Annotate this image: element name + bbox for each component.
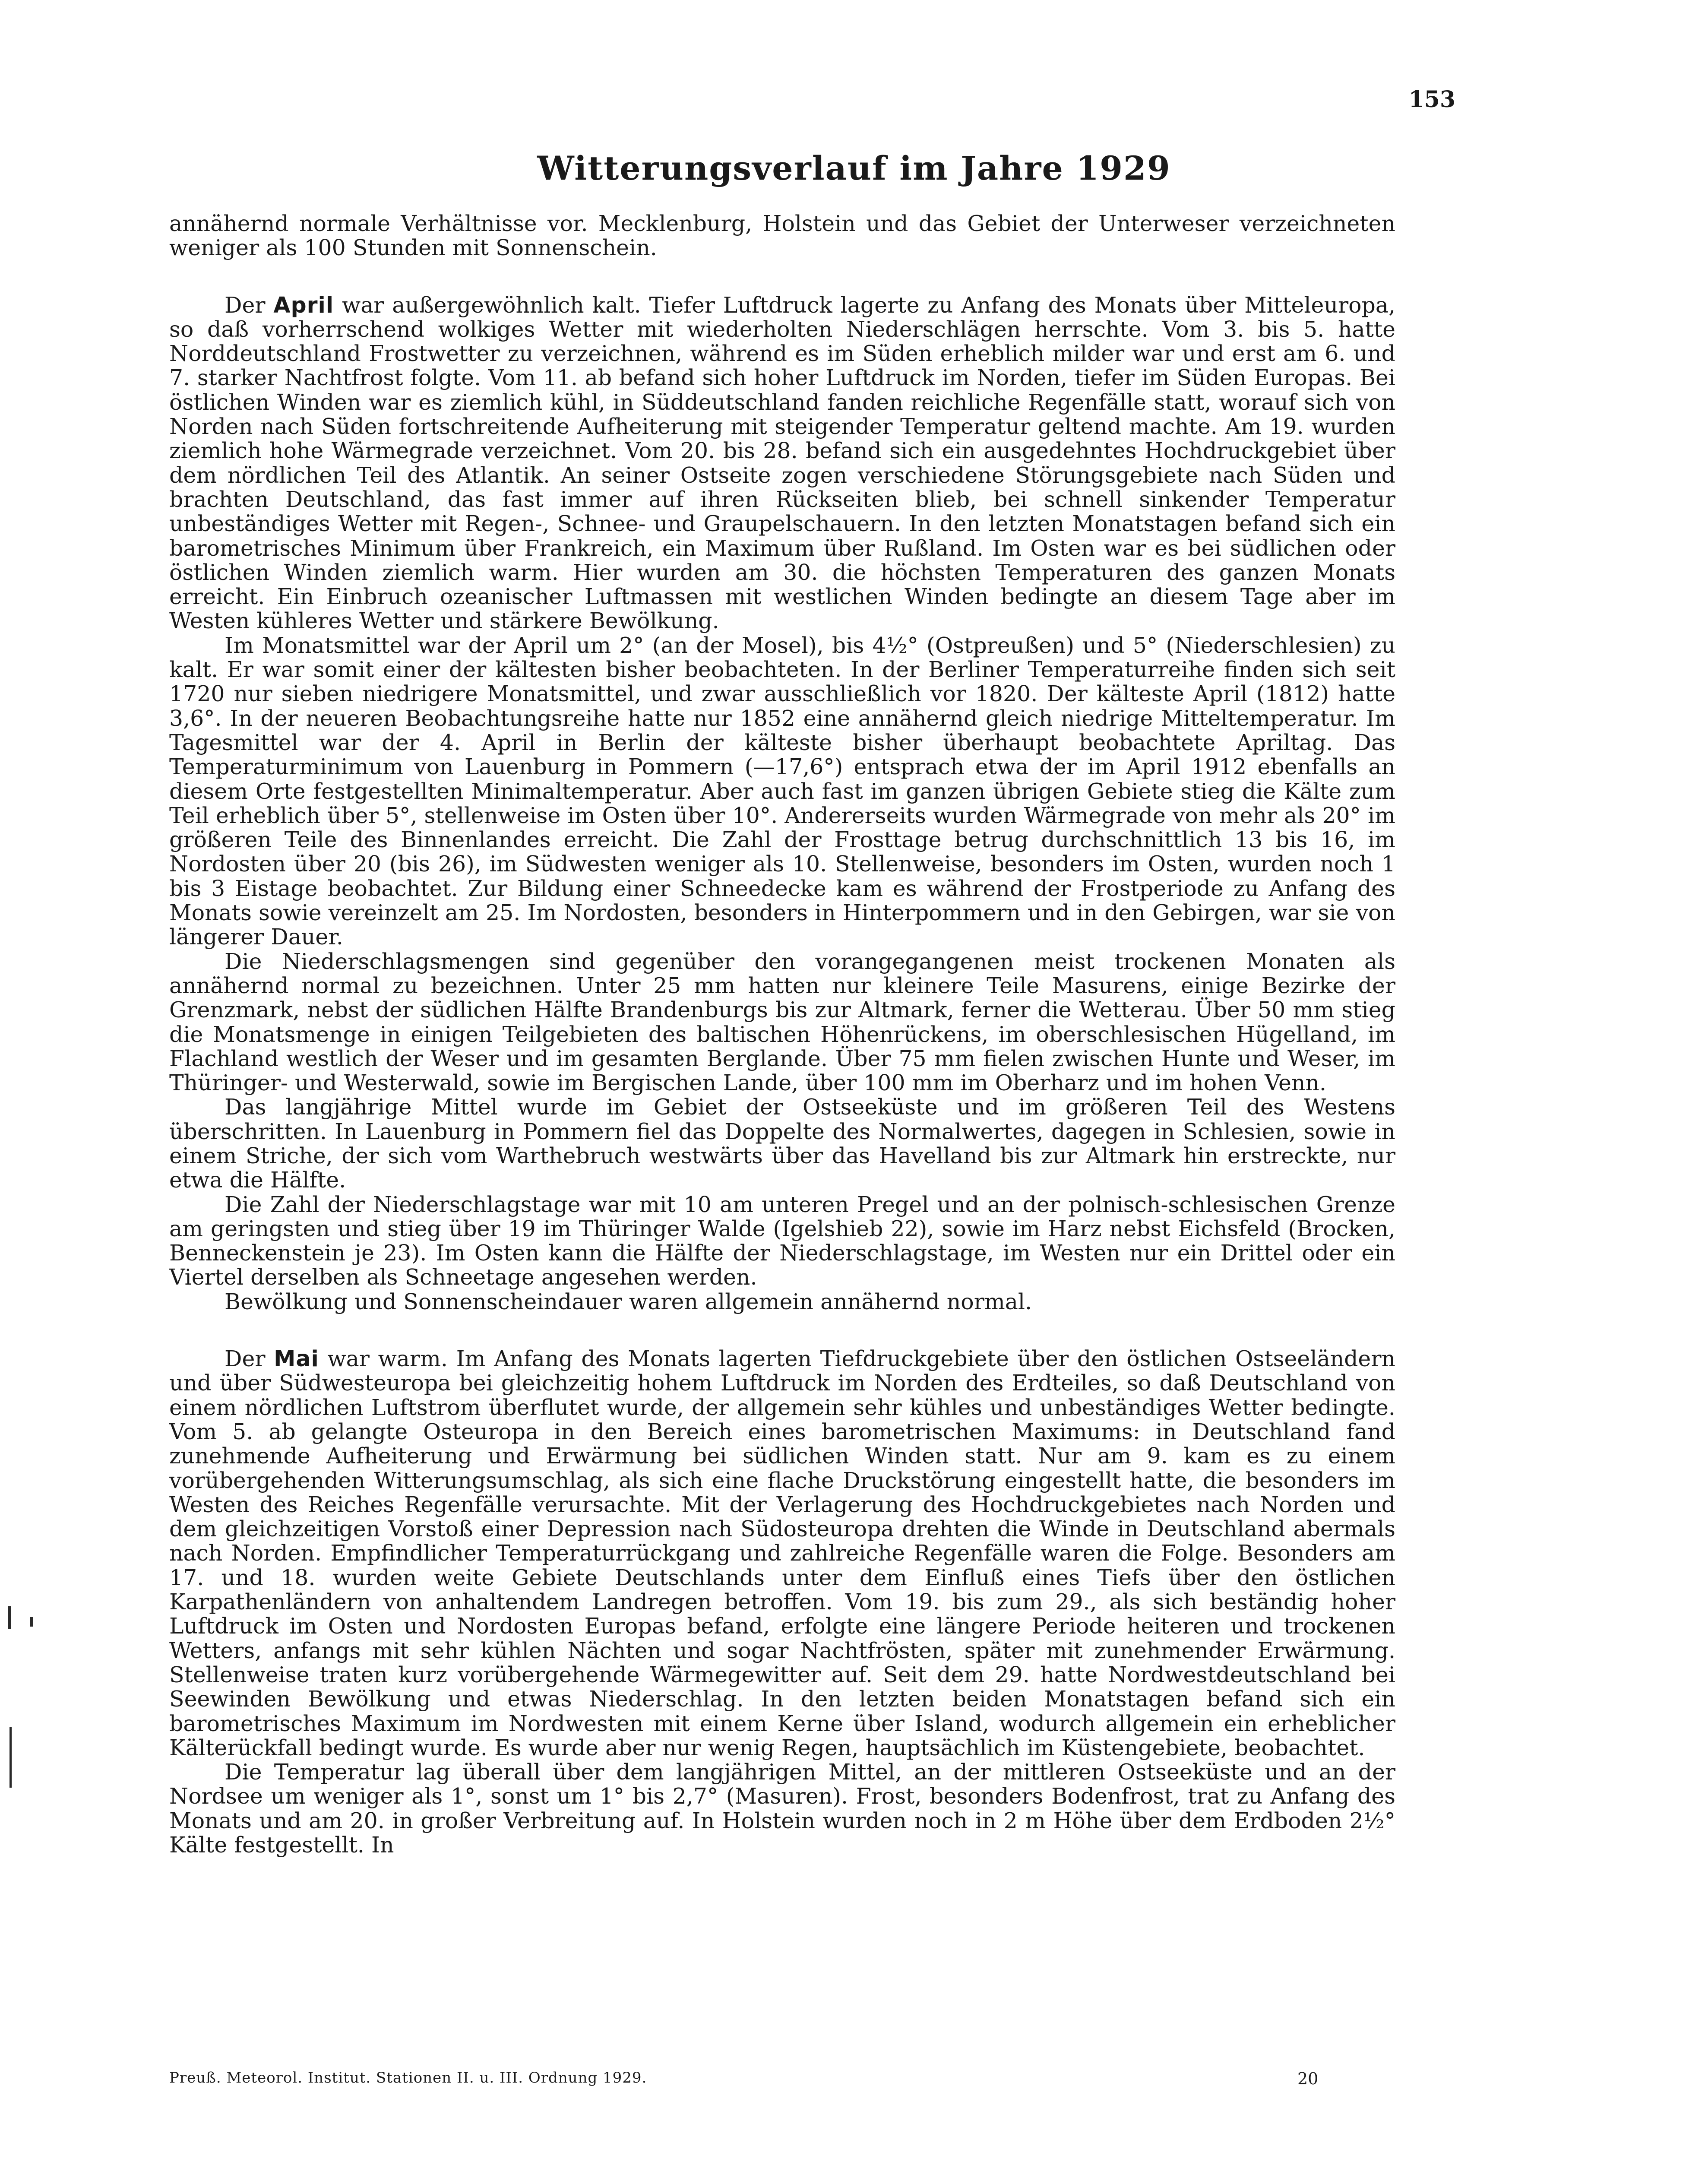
page-title: Witterungsverlauf im Jahre 1929	[537, 149, 1171, 187]
month-heading-mai: Mai	[274, 1346, 319, 1372]
continuation-paragraph: annähernd normale Verhältnisse vor. Mecklenburg, Holstein und das Gebiet der Unterweser verzeichneten weniger als 100 Stunden mit Sonnenschein.	[169, 211, 1395, 261]
mai-lead: Der	[225, 1346, 266, 1372]
scan-mark	[9, 1727, 12, 1788]
mai-paragraph-2: Die Temperatur lag überall über dem langjährigen Mittel, an der mittleren Ostseeküste und an der Nordsee um weniger als 1°, sonst um 1° bis 2,7° (Masuren). Frost, besonders Bodenfrost, trat zu Anfang des Monats und am 20. in großer Verbreitung auf. In Holstein wurden noch in 2 m Höhe über dem Erdboden 2½° Kälte festgestellt. In	[169, 1759, 1395, 1858]
mai-paragraph-1	[169, 1347, 1395, 1760]
scan-mark	[8, 1606, 11, 1629]
april-paragraph-6: Bewölkung und Sonnenscheindauer waren allgemein annähernd normal.	[225, 1288, 1032, 1314]
april-paragraph-1	[169, 293, 1395, 633]
footer-publisher: Preuß. Meteorol. Institut. Stationen II. u. III. Ordnung 1929.	[169, 2069, 647, 2086]
april-paragraph-5: Die Zahl der Niederschlagstage war mit 10 am unteren Pregel und an der polnisch-schlesischen Grenze am geringsten und stieg über 19 im Thüringer Walde (Igelshieb 22), sowie im Harz nebst Eichsfeld (Brocken, Benneckenstein je 23). Im Osten kann die Hälfte der Niederschlagstage, im Westen nur ein Drittel oder ein Viertel derselben als Schneetage angesehen werden.	[169, 1191, 1395, 1290]
page-number: 153	[1408, 86, 1455, 113]
footer-sheet-number: 20	[1297, 2069, 1319, 2088]
body-text	[169, 212, 1395, 1857]
april-paragraph-1-text: war außergewöhnlich kalt. Tiefer Luftdruck lagerte zu Anfang des Monats über Mitteleuropa, so daß vorherrschend wolkiges Wetter mit wiederholten Niederschlägen herrschte. Vom 3. bis 5. hatte Norddeutschland Frostwetter zu verzeichnen, während es im Süden erheblich milder war und erst am 6. und 7. starker Nachtfrost folgte. Vom 11. ab befand sich hoher Luftdruck im Norden, tiefer im Süden Europas. Bei östlichen Winden war es ziemlich kühl, in Süddeutschland fanden reichliche Regenfälle statt, worauf sich von Norden nach Süden fortschreitende Aufheiterung mit steigender Temperatur geltend machte. Am 19. wurden ziemlich hohe Wärmegrade verzeichnet. Vom 20. bis 28. befand sich ein ausgedehntes Hochdruckgebiet über dem nördlichen Teil des Atlantik. An seiner Ostseite zogen verschiedene Störungsgebiete nach Süden und brachten Deutschland, das fast immer auf ihren Rückseiten blieb, bei schnell sinkender Temperatur unbeständiges Wetter mit Regen-, Schnee- und Graupelschauern. In den letzten Monatstagen befand sich ein barometrisches Minimum über Frankreich, ein Maximum über Rußland. Im Osten war es bei südlichen oder östlichen Winden ziemlich warm. Hier wurden am 30. die höchsten Temperaturen des ganzen Monats erreicht. Ein Einbruch ozeanischer Luftmassen mit westlichen Winden bedingte an diesem Tage aber im Westen kühleres Wetter und stärkere Bewölkung.	[169, 292, 1396, 634]
section-gap	[169, 1314, 1395, 1347]
april-paragraph-2: Im Monatsmittel war der April um 2° (an der Mosel), bis 4½° (Ostpreußen) und 5° (Niederschlesien) zu kalt. Er war somit einer der kältesten bisher beobachteten. In der Berliner Temperaturreihe finden sich seit 1720 nur sieben niedrigere Monatsmittel, und zwar ausschließlich vor 1820. Der kälteste April (1812) hatte 3,6°. In der neueren Beobachtungsreihe hatte nur 1852 eine annähernd gleich niedrige Mitteltemperatur. Im Tagesmittel war der 4. April in Berlin der kälteste bisher überhaupt beobachtete Apriltag. Das Temperaturminimum von Lauenburg in Pommern (—17,6°) entsprach etwa der im April 1912 ebenfalls an diesem Orte festgestellten Minimaltemperatur. Aber auch fast im ganzen übrigen Gebiete stieg die Kälte zum Teil erheblich über 5°, stellenweise im Osten über 10°. Andererseits wurden Wärmegrade von mehr als 20° im größeren Teile des Binnenlandes erreicht. Die Zahl der Frosttage betrug durchschnittlich 13 bis 16, im Nordosten über 20 (bis 26), im Südwesten weniger als 10. Stellenweise, besonders im Osten, wurden noch 1 bis 3 Eistage beobachtet. Zur Bildung einer Schneedecke kam es während der Frostperiode zu Anfang des Monats sowie vereinzelt am 25. Im Nordosten, besonders in Hinterpommern und in den Gebirgen, war sie von längerer Dauer.	[169, 632, 1395, 950]
april-paragraph-3: Die Niederschlagsmengen sind gegenüber den vorangegangenen meist trockenen Monaten als annähernd normal zu bezeichnen. Unter 25 mm hatten nur kleinere Teile Masurens, einige Bezirke der Grenzmark, nebst der südlichen Hälfte Brandenburgs bis zur Altmark, ferner die Wetterau. Über 50 mm stieg die Monatsmenge in einigen Teilgebieten des baltischen Höhenrückens, im oberschlesischen Hügelland, im Flachland westlich der Weser und im gesamten Berglande. Über 75 mm fielen zwischen Hunte und Weser, im Thüringer- und Westerwald, sowie im Bergischen Lande, über 100 mm im Oberharz und im hohen Venn.	[169, 948, 1395, 1096]
month-heading-april: April	[273, 292, 334, 318]
mai-paragraph-1-text: war warm. Im Anfang des Monats lagerten Tiefdruckgebiete über den östlichen Ostseeländern und über Südwesteuropa bei gleichzeitig hohem Luftdruck im Norden des Erdteiles, so daß Deutschland von einem nördlichen Luftstrom überflutet wurde, der allgemein sehr kühles und unbeständiges Wetter bedingte. Vom 5. ab gelangte Osteuropa in den Bereich eines barometrischen Maximums: in Deutschland fand zunehmende Aufheiterung und Erwärmung bei südlichen Winden statt. Nur am 9. kam es zu einem vorübergehenden Witterungsumschlag, als sich eine flache Druckstörung eingestellt hatte, die besonders im Westen des Reiches Regenfälle verursachte. Mit der Verlagerung des Hochdruckgebietes nach Norden und dem gleichzeitigen Vorstoß einer Depression nach Südosteuropa drehten die Winde in Deutschland abermals nach Norden. Empfindlicher Temperaturrückgang und zahlreiche Regenfälle waren die Folge. Besonders am 17. und 18. wurden weite Gebiete Deutschlands unter dem Einfluß eines Tiefs über den östlichen Karpathenländern von anhaltendem Landregen betroffen. Vom 19. bis zum 29., als sich beständig hoher Luftdruck im Osten und Nordosten Europas befand, erfolgte eine längere Periode heiteren und trockenen Wetters, anfangs mit sehr kühlen Nächten und sogar Nachtfrösten, später mit zunehmender Erwärmung. Stellenweise traten kurz vorübergehende Wärmegewitter auf. Seit dem 29. hatte Nordwestdeutschland bei Seewinden Bewölkung und etwas Niederschlag. In den letzten beiden Monatstagen befand sich ein barometrisches Maximum im Nordwesten mit einem Kerne über Island, wodurch allgemein ein erheblicher Kälterückfall bedingt wurde. Es wurde aber nur wenig Regen, hauptsächlich im Küstengebiete, beobachtet.	[169, 1346, 1395, 1760]
section-gap	[169, 260, 1395, 293]
scan-mark	[30, 1617, 33, 1627]
april-paragraph-4: Das langjährige Mittel wurde im Gebiet der Ostseeküste und im größeren Teil des Westens überschritten. In Lauenburg in Pommern fiel das Doppelte des Normalwertes, dagegen in Schlesien, sowie in einem Striche, der sich vom Warthebruch westwärts über das Havelland bis zur Altmark hin erstreckte, nur etwa die Hälfte.	[169, 1094, 1395, 1193]
april-lead: Der	[225, 292, 266, 318]
